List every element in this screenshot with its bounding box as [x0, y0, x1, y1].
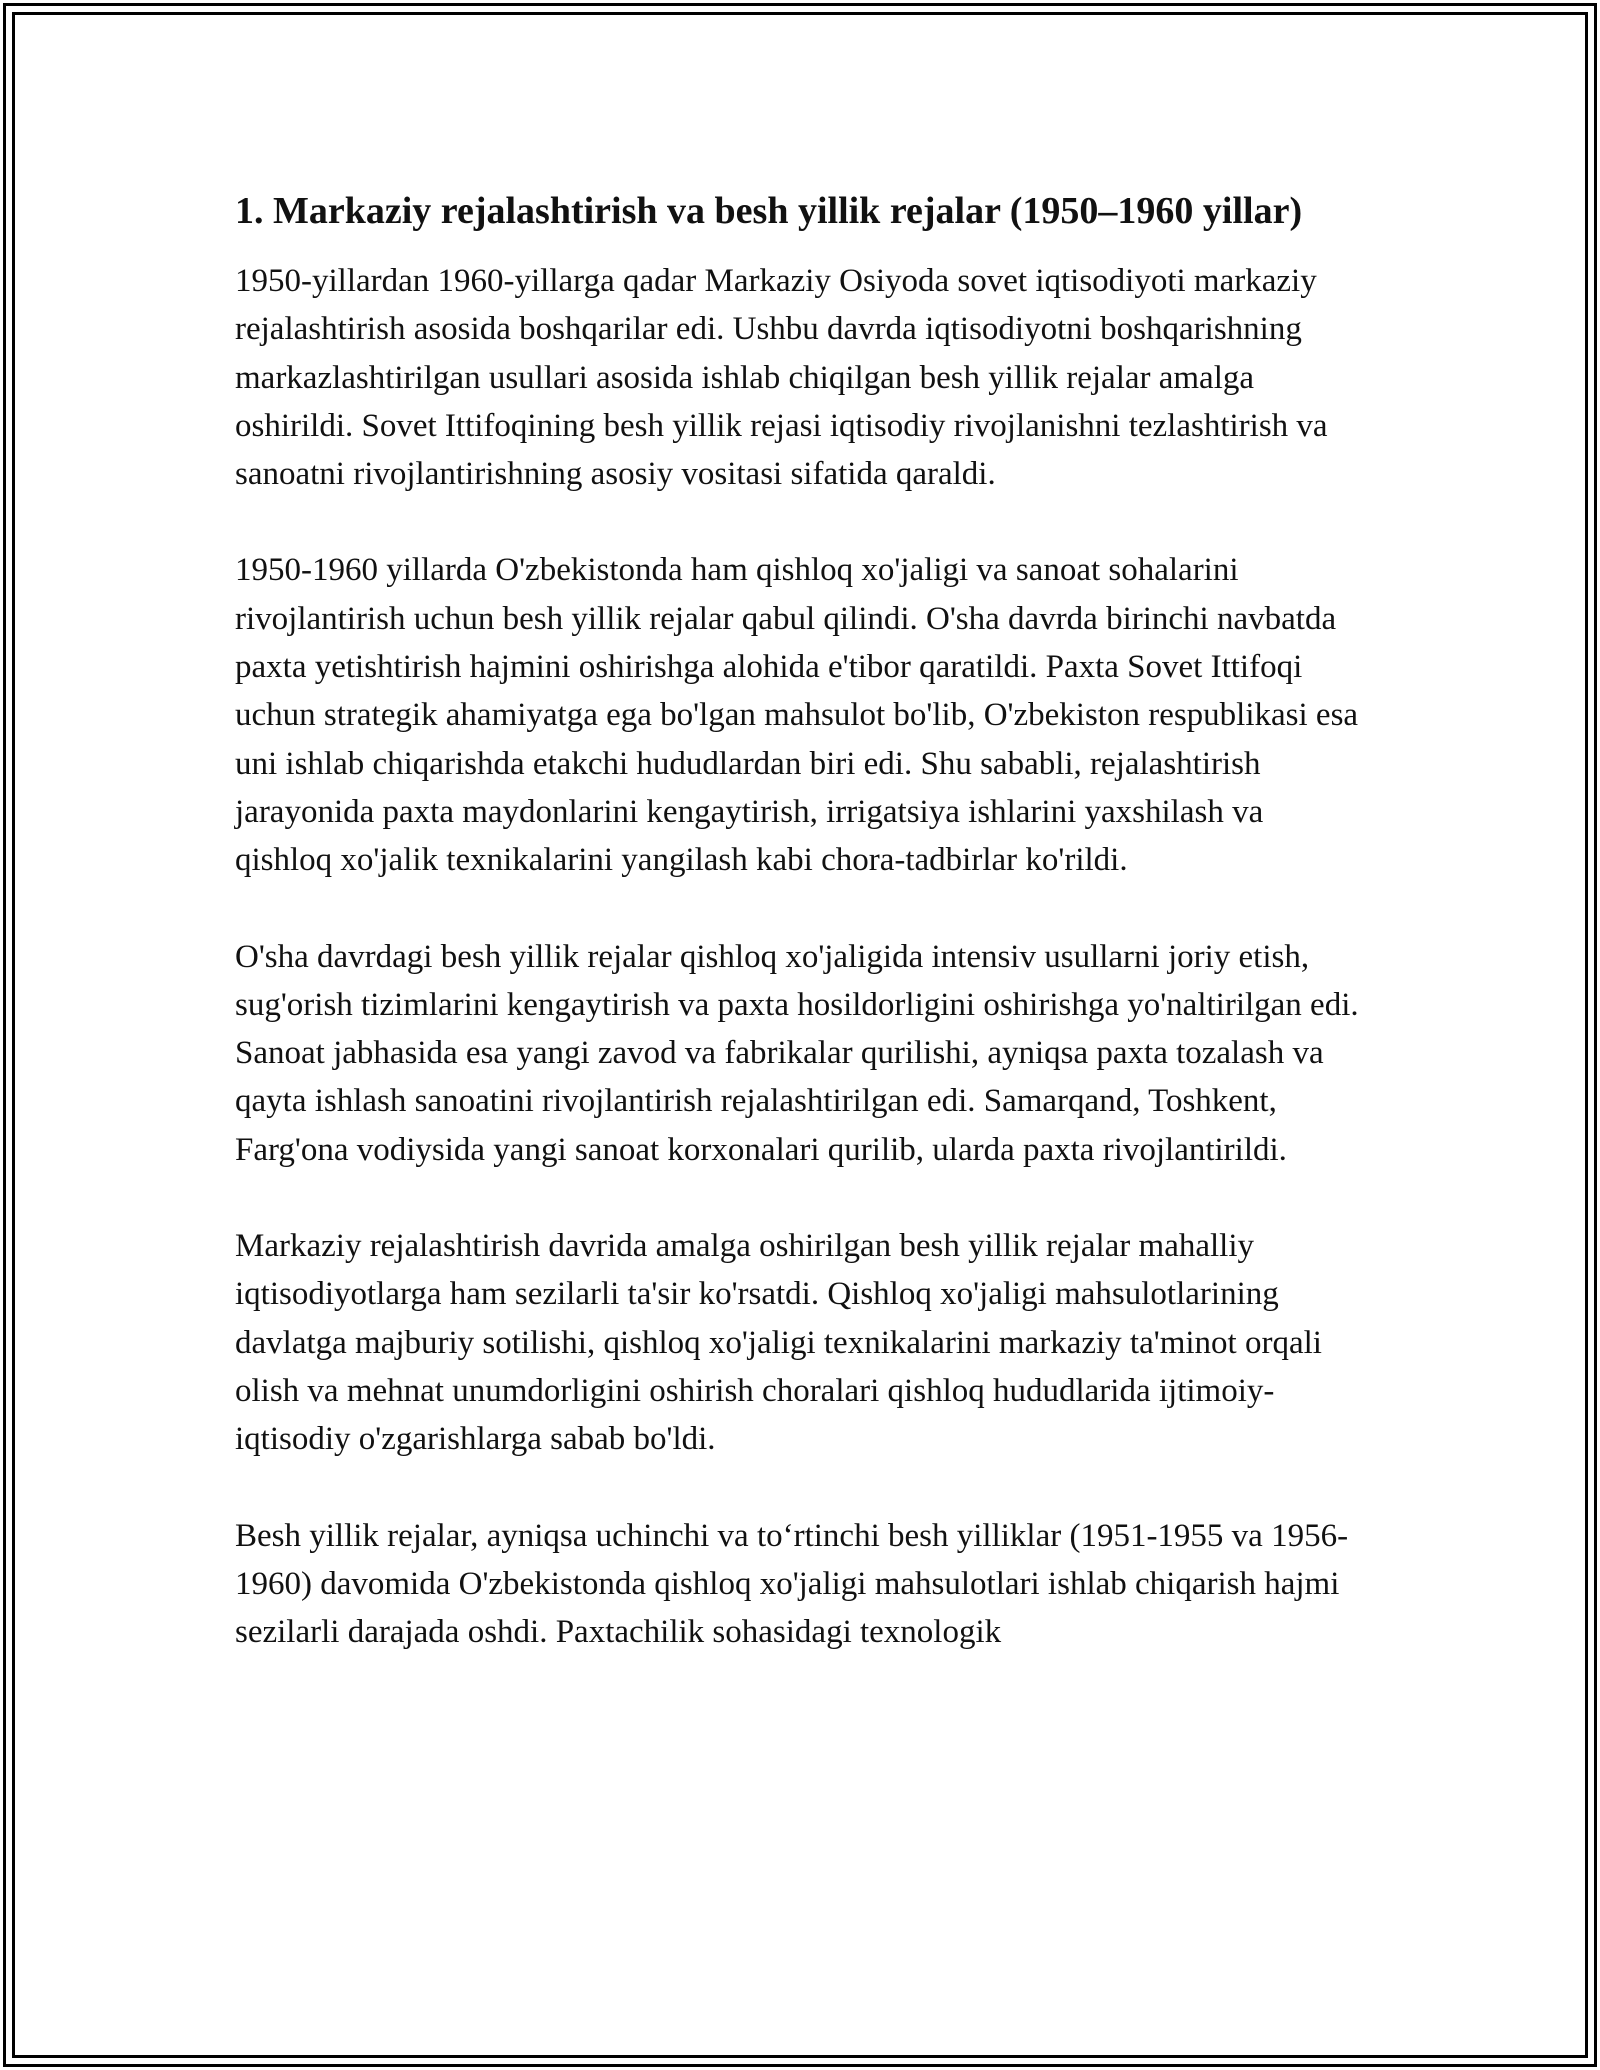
paragraph-2: 1950-1960 yillarda O'zbekistonda ham qishloq xo'jaligi va sanoat sohalarini rivojlantirish uchun besh yillik rejalar qabul qilindi. O'sha davrda birinchi navbatda paxta yetishtirish hajmini oshirishga alohida e'tibor qaratildi. Paxta Sovet Ittifoqi uchun strategik ahamiyatga ega bo'lgan mahsulot bo'lib, O'zbekiston respublikasi esa uni ishlab chiqarishda etakchi hududlardan biri edi. Shu sababli, rejalashtirish jarayonida paxta maydonlarini kengaytirish, irrigatsiya ishlarini yaxshilash va qishloq xo'jalik texnikalarini yangilash kabi chora-tadbirlar ko'rildi. [235, 552, 1359, 879]
document-body [235, 183, 1365, 1704]
paragraph-3: O'sha davrdagi besh yillik rejalar qishloq xo'jaligida intensiv usullarni joriy etish, sug'orish tizimlarini kengaytirish va paxta hosildorligini oshirishga yo'naltirilgan edi. Sanoat jabhasida esa yangi zavod va fabrikalar qurilishi, ayniqsa paxta tozalash va qayta ishlash sanoatini rivojlantirish rejalashtirilgan edi. Samarqand, Toshkent, Farg'ona vodiysida yangi sanoat korxonalari qurilib, ularda paxta rivojlantirildi. [235, 938, 1359, 1168]
paragraph-4: Markaziy rejalashtirish davrida amalga oshirilgan besh yillik rejalar mahalliy iqtisodiyotlarga ham sezilarli ta'sir ko'rsatdi. Qishloq xo'jaligi mahsulotlarining davlatga majburiy sotilishi, qishloq xo'jaligi texnikalarini markaziy ta'minot orqali olish va mehnat unumdorligini oshirish choralari qishloq hududlarida ijtimoiy-iqtisodiy o'zgarishlarga sabab bo'ldi. [235, 1228, 1322, 1458]
paragraph-5: Besh yillik rejalar, ayniqsa uchinchi va to‘rtinchi besh yilliklar (1951-1955 va 1956-1960) davomida O'zbekistonda qishloq xo'jaligi mahsulotlari ishlab chiqarish hajmi sezilarli darajada oshdi. Paxtachilik sohasidagi texnologik [235, 1517, 1349, 1651]
section-heading: 1. Markaziy rejalashtirish va besh yillik rejalar (1950–1960 yillar) [235, 190, 1303, 232]
paragraph-1: 1950-yillardan 1960-yillarga qadar Markaziy Osiyoda sovet iqtisodiyoti markaziy rejalashtirish asosida boshqarilar edi. Ushbu davrda iqtisodiyotni boshqarishning markazlashtirilgan usullari asosida ishlab chiqilgan besh yillik rejalar amalga oshirildi. Sovet Ittifoqining besh yillik rejasi iqtisodiy rivojlanishni tezlashtirish va sanoatni rivojlantirishning asosiy vositasi sifatida qaraldi. [235, 263, 1328, 493]
